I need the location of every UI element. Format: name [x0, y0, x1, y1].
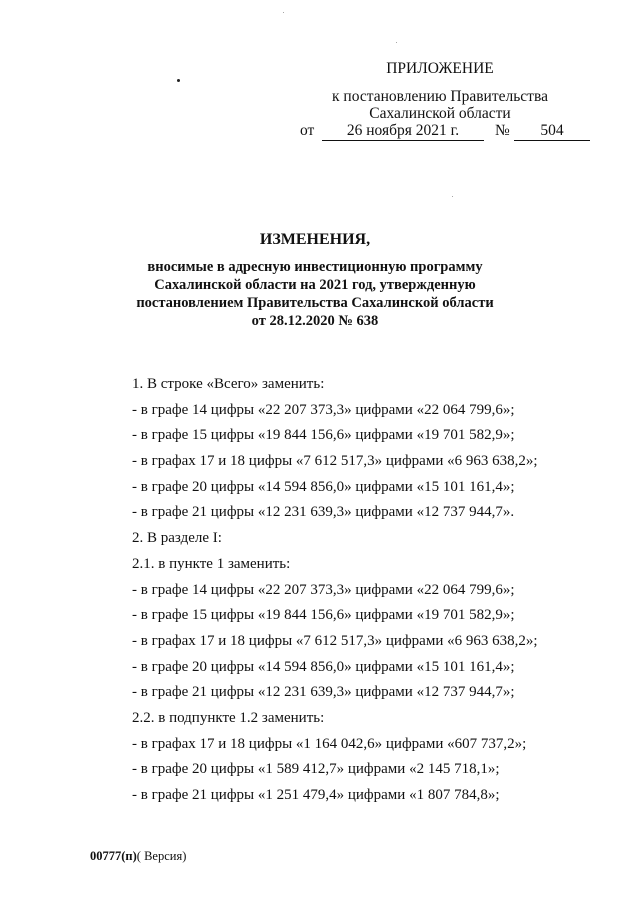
from-label: от — [300, 122, 315, 139]
body-line: - в графе 20 цифры «14 594 856,0» цифрами «15 101 161,4»; — [132, 478, 515, 495]
document-footer — [90, 849, 186, 864]
decree-date: 26 ноября 2021 г. — [322, 122, 484, 141]
document-code: 00777(п) — [90, 849, 137, 863]
body-line: - в графе 21 цифры «12 231 639,3» цифрами «12 737 944,7». — [132, 504, 515, 521]
body-line: 2.2. в подпункте 1.2 заменить: — [132, 709, 325, 726]
body-line: - в графе 21 цифры «12 231 639,3» цифрами «12 737 944,7»; — [132, 684, 515, 701]
body-line: - в графе 14 цифры «22 207 373,3» цифрами «22 064 799,6»; — [132, 401, 515, 418]
subtitle-line: постановлением Правительства Сахалинской области — [136, 295, 494, 311]
body-line: - в графах 17 и 18 цифры «7 612 517,3» цифрами «6 963 638,2»; — [132, 453, 538, 470]
subtitle-line: от 28.12.2020 № 638 — [251, 313, 379, 329]
body-line: 2.1. в пункте 1 заменить: — [132, 555, 291, 572]
body-line: 2. В разделе I: — [132, 530, 222, 547]
scan-speck — [283, 12, 284, 13]
scan-speck — [452, 196, 453, 197]
body-line: - в графе 15 цифры «19 844 156,6» цифрами «19 701 582,9»; — [132, 427, 515, 444]
body-line: 1. В строке «Всего» заменить: — [132, 376, 325, 392]
subtitle-line: вносимые в адресную инвестиционную программу — [147, 259, 483, 275]
body-line: - в графе 20 цифры «1 589 412,7» цифрами «2 145 718,1»; — [132, 761, 500, 778]
body-line: - в графе 20 цифры «14 594 856,0» цифрами «15 101 161,4»; — [132, 658, 515, 675]
annex-line-1: к постановлению Правительства — [332, 88, 548, 105]
body-line: - в графе 21 цифры «1 251 479,4» цифрами «1 807 784,8»; — [132, 787, 500, 803]
document-version: ( Версия) — [136, 849, 187, 863]
scan-speck — [396, 42, 397, 43]
document-body — [132, 375, 538, 812]
subtitle-line: Сахалинской области на 2021 год, утвержденную — [154, 277, 476, 293]
decree-number: 504 — [514, 122, 590, 141]
body-line: - в графе 14 цифры «22 207 373,3» цифрами «22 064 799,6»; — [132, 581, 515, 598]
document-title: ИЗМЕНЕНИЯ, — [259, 231, 371, 248]
scan-speck — [177, 79, 180, 82]
body-line: - в графе 15 цифры «19 844 156,6» цифрами «19 701 582,9»; — [132, 607, 515, 624]
body-line: - в графах 17 и 18 цифры «7 612 517,3» цифрами «6 963 638,2»; — [132, 632, 538, 649]
body-line: - в графах 17 и 18 цифры «1 164 042,6» цифрами «607 737,2»; — [132, 735, 527, 752]
number-label: № — [495, 122, 510, 139]
annex-title: ПРИЛОЖЕНИЕ — [386, 60, 494, 77]
annex-line-2: Сахалинской области — [369, 105, 511, 122]
document-subtitle — [80, 258, 550, 330]
